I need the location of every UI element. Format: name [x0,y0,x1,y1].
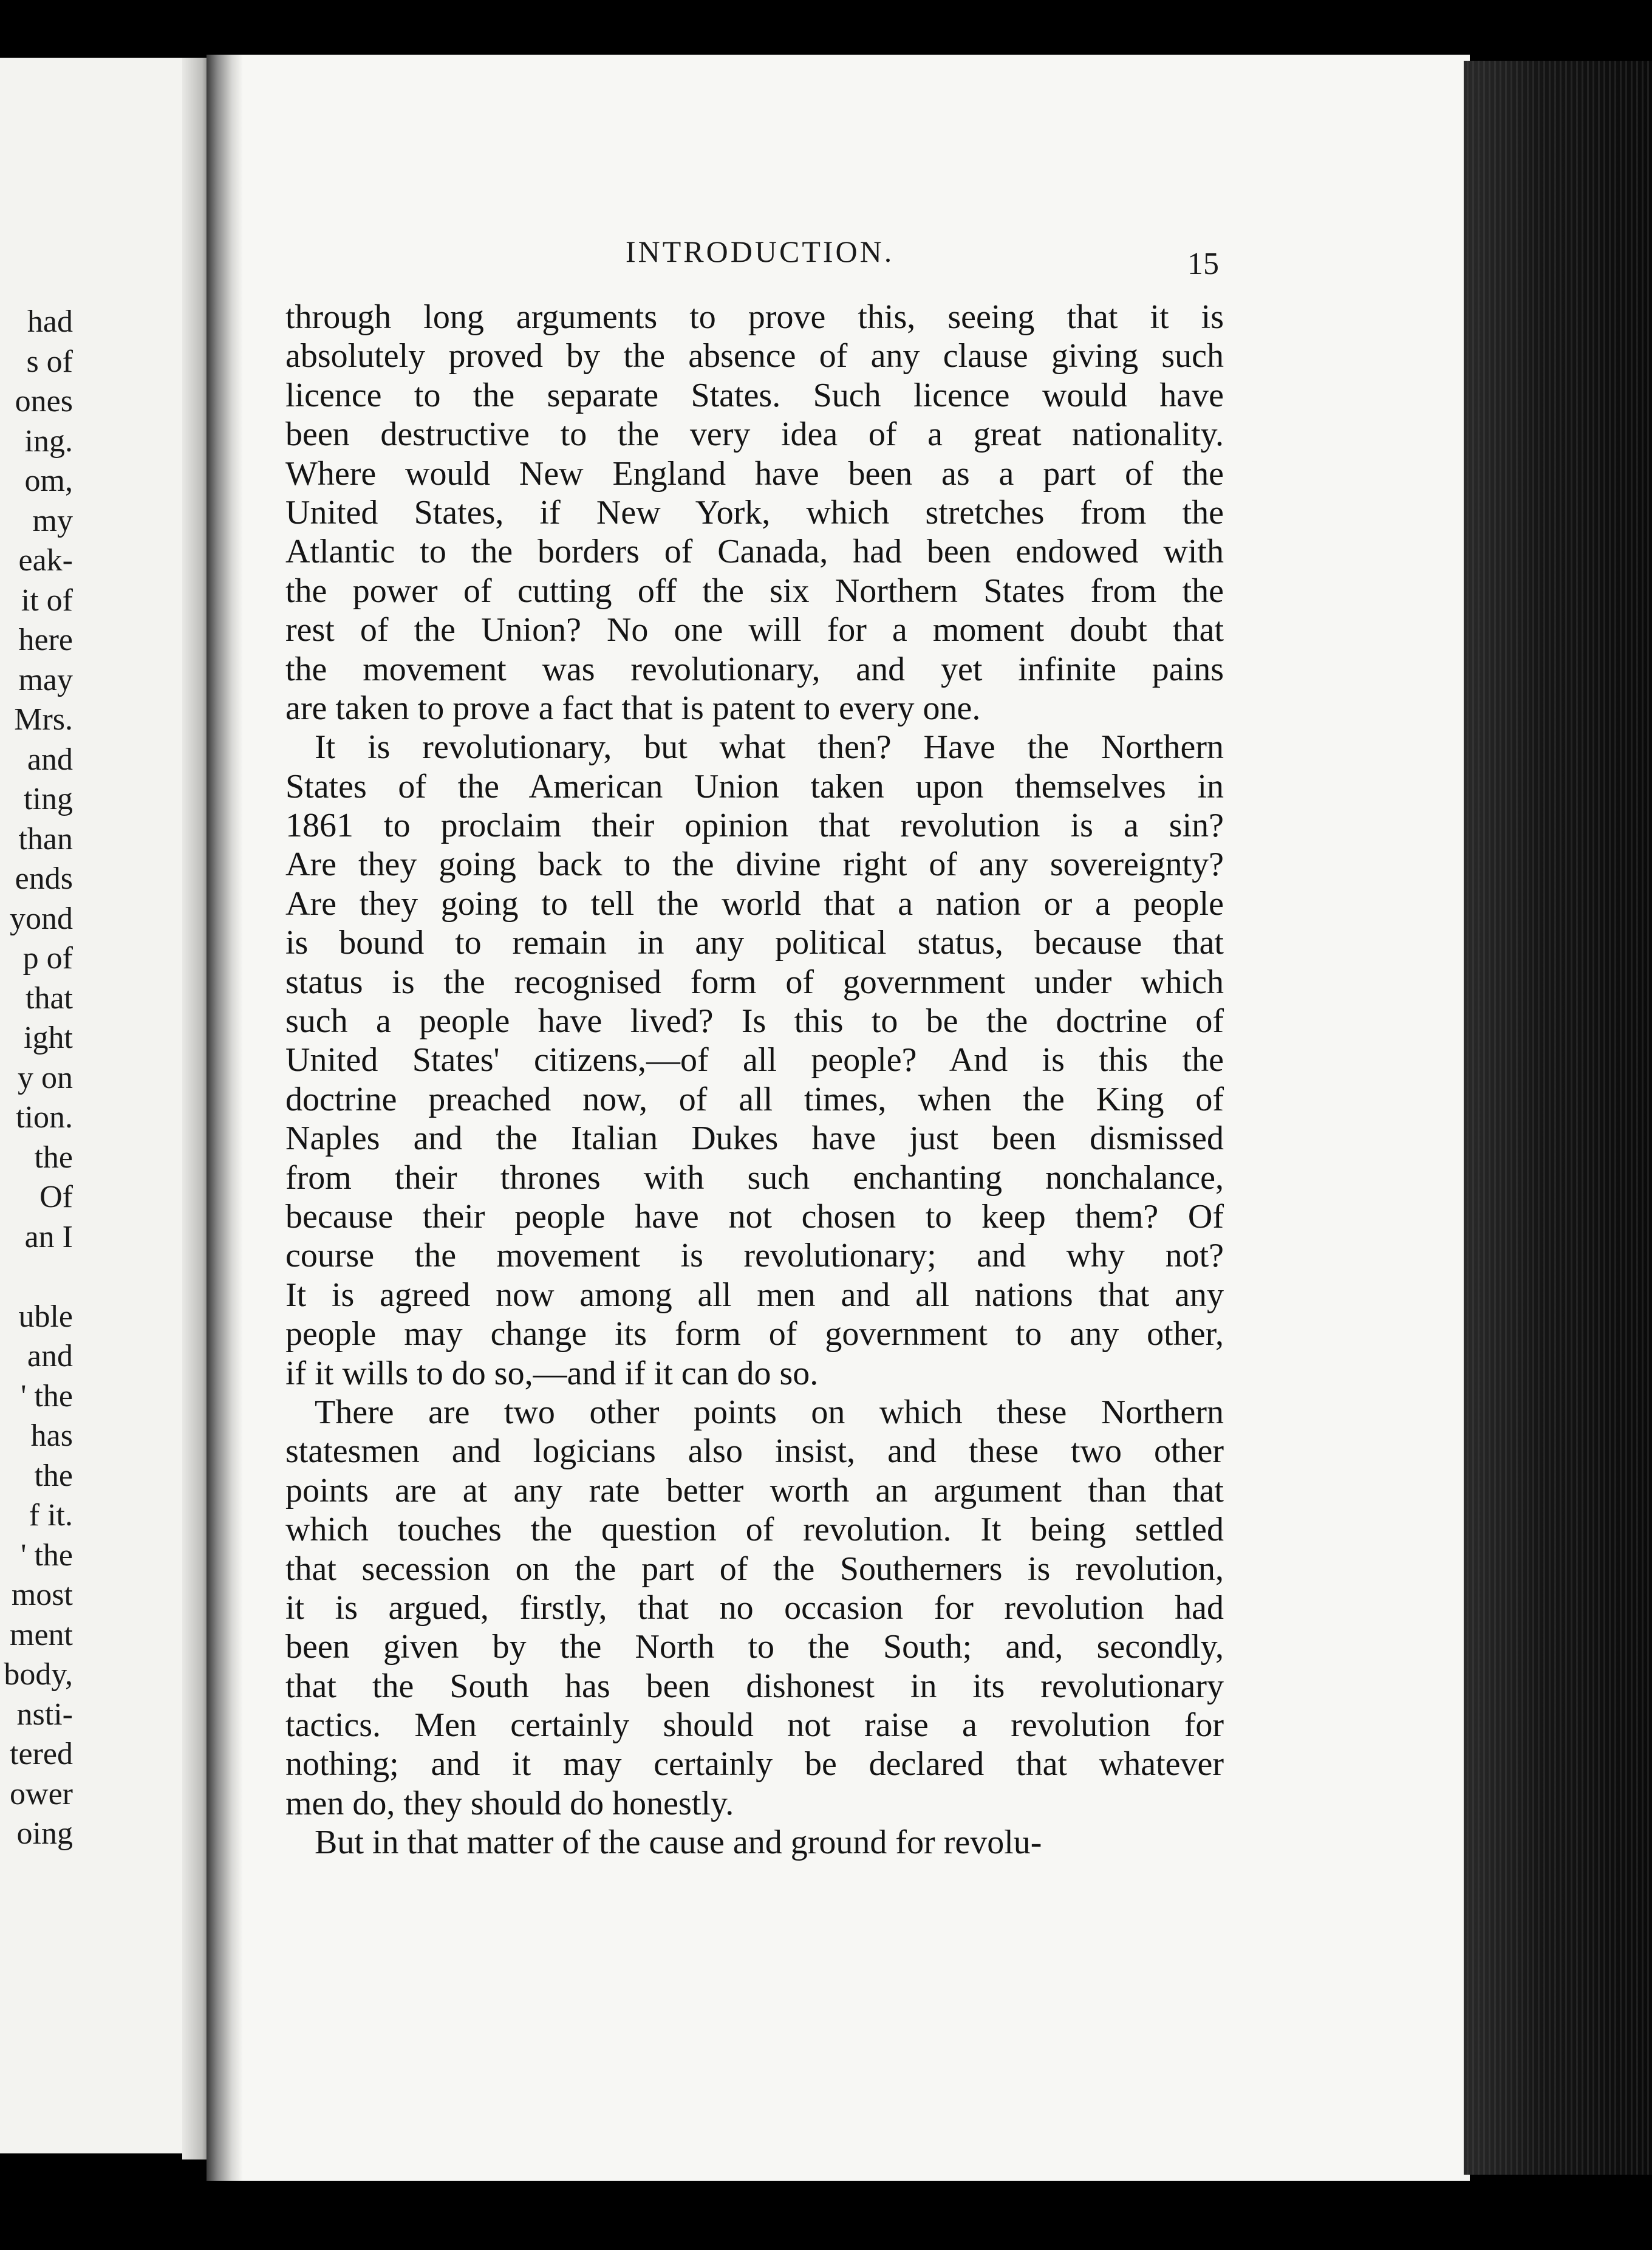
text-line: States of the American Union taken upon themselves in [285,767,1224,805]
facing-page-fragment: the [34,1140,73,1175]
body-text [285,298,1224,1862]
facing-page-fragment: tered [10,1737,73,1771]
text-line: Atlantic to the borders of Canada, had been endowed with [285,533,1224,571]
text-line: licence to the separate States. Such licence would have [285,376,1224,414]
text-line: is bound to remain in any political status, because that [285,924,1224,962]
text-line: that secession on the part of the Southerners is revolution, [285,1550,1224,1588]
facing-page-fragment: Mrs. [14,702,73,737]
text-line: people may change its form of government to any other, [285,1315,1224,1353]
facing-page-fragment: y on [18,1060,73,1095]
text-line: points are at any rate better worth an argument than that [285,1471,1224,1510]
facing-page-fragment: the [34,1458,73,1493]
facing-page-fragment: ower [10,1776,73,1811]
facing-page-fragment: ting [24,782,73,816]
facing-page-fragment: here [18,623,73,657]
text-line: from their thrones with such enchanting nonchalance, [285,1158,1224,1197]
facing-page-fragment: ' the [21,1537,73,1573]
text-line: men do, they should do honestly. [285,1784,734,1822]
facing-page-fragment: s of [26,344,73,379]
text-line: statesmen and logicians also insist, and these two other [285,1432,1224,1471]
facing-page-fragment: eak- [18,543,73,578]
text-line: the power of cutting off the six Northern States from the [285,572,1224,610]
facing-page-fragment: uble [18,1299,73,1334]
text-line: It is agreed now among all men and all nations that any [285,1276,1224,1314]
text-line: the movement was revolutionary, and yet infinite pains [285,650,1224,688]
facing-page-fragment: body, [4,1657,73,1692]
facing-page-fragment: that [26,980,73,1016]
text-line: It is revolutionary, but what then? Have the Northern [315,728,1224,767]
facing-page-fragment: ight [24,1021,73,1055]
facing-page-fragment: ' the [21,1378,73,1414]
text-line: that the South has been dishonest in its revolutionary [285,1667,1224,1705]
text-line: rest of the Union? No one will for a moment doubt that [285,611,1224,649]
facing-page-fragment: most [11,1578,73,1612]
facing-page-text [0,304,73,1920]
text-line: such a people have lived? Is this to be the doctrine of [285,1002,1224,1041]
text-line: absolutely proved by the absence of any clause giving such [285,337,1224,375]
facing-page-fragment: ment [10,1617,73,1652]
text-line: Are they going back to the divine right of any sovereignty? [285,846,1224,884]
text-line: course the movement is revolutionary; and why not? [285,1237,1224,1275]
facing-page-fragment: p of [22,941,73,976]
facing-page-fragment: ends [15,861,73,896]
facing-page-fragment: oing [16,1816,73,1851]
facing-page-fragment: has [30,1418,73,1453]
facing-page-fragment: had [27,304,73,339]
facing-page-fragment: may [18,662,73,697]
facing-page-fragment: an I [24,1219,73,1254]
text-line: through long arguments to prove this, seeing that it is [285,298,1224,336]
text-line: status is the recognised form of government under which [285,963,1224,1001]
text-line: it is argued, firstly, that no occasion for revolution had [285,1588,1224,1627]
book-page-edge-texture [1467,61,1649,2175]
facing-page-fragment: and [27,1339,73,1373]
text-line: United States' citizens,—of all people? And is this the [285,1041,1224,1079]
text-line: if it wills to do so,—and if it can do so. [285,1354,819,1392]
facing-page-fragment: than [18,821,73,857]
text-line: doctrine preached now, of all times, when the King of [285,1080,1224,1118]
text-line: tactics. Men certainly should not raise a revolution for [285,1706,1224,1745]
facing-page-fragment: Of [39,1180,73,1214]
text-line: 1861 to proclaim their opinion that revolution is a sin? [285,807,1224,845]
page-number: 15 [1187,247,1219,281]
facing-page-fragment: tion. [16,1100,73,1135]
text-line: Where would New England have been as a part of the [285,454,1224,493]
text-line: There are two other points on which these Northern [315,1393,1224,1431]
text-line: are taken to prove a fact that is patent to every one. [285,689,981,727]
facing-page-fragment: my [32,503,73,538]
facing-page-fragment: ones [15,384,73,419]
text-line: Naples and the Italian Dukes have just been dismissed [285,1120,1224,1158]
text-line: nothing; and it may certainly be declared that whatever [285,1745,1224,1783]
facing-page-fragment: f it. [29,1498,73,1533]
facing-page-fragment: ing. [24,423,73,459]
facing-page-fragment: and [27,742,73,777]
facing-page-fragment: om, [24,463,73,498]
facing-page-fragment: nsti- [16,1697,73,1732]
facing-page-fragment: yond [10,901,73,936]
facing-page-fragment: it of [21,583,73,618]
text-line: Are they going to tell the world that a nation or a people [285,884,1224,923]
text-line: which touches the question of revolution. It being settled [285,1511,1224,1549]
text-line: been given by the North to the South; and, secondly, [285,1628,1224,1666]
inner-fold-shadow [206,55,243,2181]
text-line: been destructive to the very idea of a great nationality. [285,415,1224,454]
running-head: INTRODUCTION. [626,234,895,268]
text-line: But in that matter of the cause and ground for revolu- [315,1824,1042,1862]
text-line: because their people have not chosen to keep them? Of [285,1197,1224,1236]
text-line: United States, if New York, which stretches from the [285,493,1224,532]
